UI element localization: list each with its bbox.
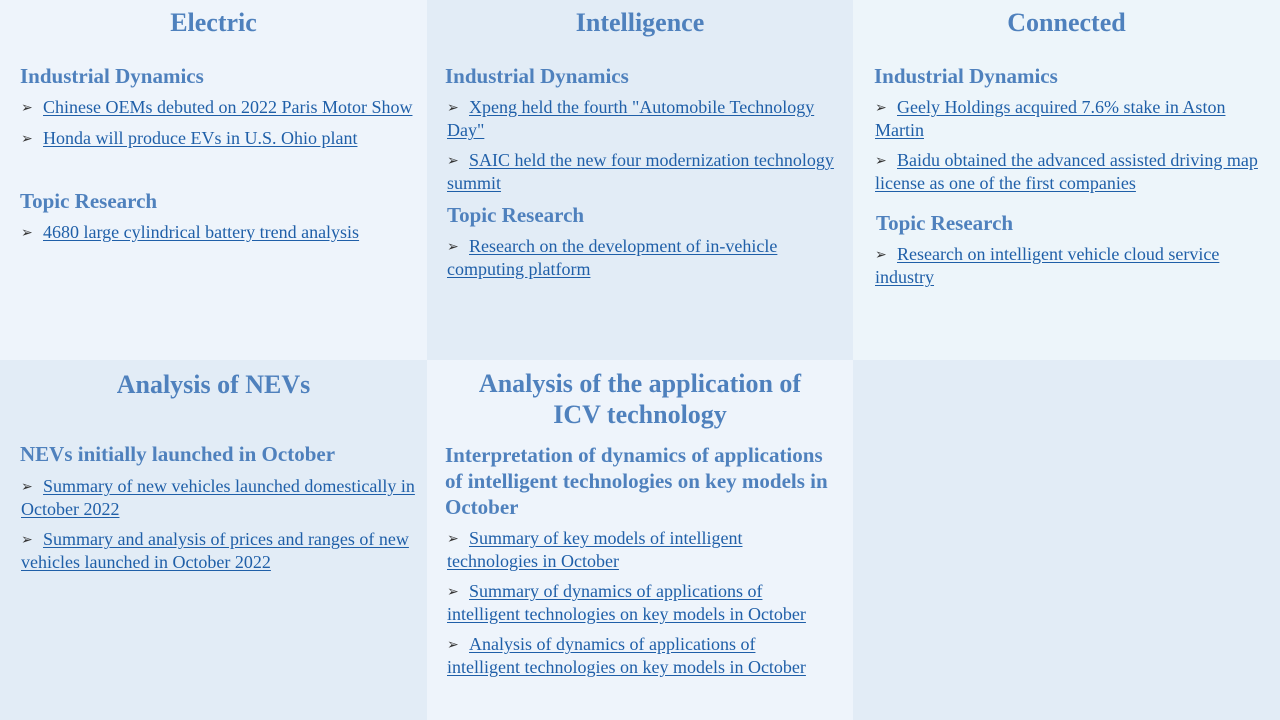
list-item (21, 475, 416, 520)
connected-industrial-dynamics-list (875, 96, 1265, 202)
intelligence-industrial-dynamics-heading: Industrial Dynamics (445, 64, 629, 88)
electric-title: Electric (170, 8, 257, 37)
article-link[interactable]: Research on intelligent vehicle cloud service industry (875, 244, 1220, 287)
arrow-bullet-icon: ➢ (875, 153, 887, 169)
arrow-bullet-icon: ➢ (447, 584, 459, 600)
article-link[interactable]: Summary and analysis of prices and ranges of new vehicles launched in October 2022 (21, 529, 409, 572)
list-item (21, 528, 416, 573)
arrow-bullet-icon: ➢ (447, 531, 459, 547)
electric-industrial-dynamics-list (21, 96, 416, 158)
arrow-bullet-icon: ➢ (21, 100, 33, 116)
empty-panel (853, 360, 1280, 720)
intelligence-title: Intelligence (575, 8, 705, 37)
list-item (447, 149, 837, 194)
article-link[interactable]: Chinese OEMs debuted on 2022 Paris Motor Show (43, 97, 413, 117)
intelligence-topic-research-heading: Topic Research (447, 203, 585, 227)
electric-panel (0, 0, 427, 360)
list-item (447, 527, 827, 572)
article-link[interactable]: Analysis of dynamics of applications of intelligent technologies on key models in October (447, 634, 806, 677)
electric-topic-research-heading: Topic Research (20, 189, 158, 213)
electric-industrial-dynamics-heading: Industrial Dynamics (20, 64, 204, 88)
icv-interpretation-list (447, 527, 827, 686)
arrow-bullet-icon: ➢ (875, 247, 887, 263)
article-link[interactable]: Geely Holdings acquired 7.6% stake in Aston Martin (875, 97, 1226, 140)
connected-topic-research-heading: Topic Research (876, 211, 1014, 235)
article-link[interactable]: Summary of key models of intelligent technologies in October (447, 528, 743, 571)
article-link[interactable]: Research on the development of in-vehicle computing platform (447, 236, 778, 279)
article-link[interactable]: Summary of new vehicles launched domestically in October 2022 (21, 476, 415, 519)
article-link[interactable]: SAIC held the new four modernization technology summit (447, 150, 834, 193)
list-item (447, 96, 837, 141)
arrow-bullet-icon: ➢ (447, 100, 459, 116)
list-item (21, 96, 416, 119)
connected-panel (853, 0, 1280, 360)
icv-title: Analysis of the application of ICV technology (478, 369, 802, 429)
arrow-bullet-icon: ➢ (447, 637, 459, 653)
nevs-panel (0, 360, 427, 720)
article-link[interactable]: Summary of dynamics of applications of intelligent technologies on key models in October (447, 581, 806, 624)
list-item (875, 149, 1265, 194)
list-item (875, 243, 1265, 288)
connected-industrial-dynamics-heading: Industrial Dynamics (874, 64, 1058, 88)
list-item (21, 127, 416, 150)
article-link[interactable]: Honda will produce EVs in U.S. Ohio plant (43, 128, 358, 148)
arrow-bullet-icon: ➢ (21, 131, 33, 147)
list-item (21, 221, 416, 244)
article-link[interactable]: Xpeng held the fourth "Automobile Technology Day" (447, 97, 815, 140)
list-item (447, 235, 837, 280)
nevs-title: Analysis of NEVs (116, 370, 311, 399)
intelligence-panel (427, 0, 853, 360)
connected-title: Connected (1007, 8, 1126, 37)
icv-interpretation-heading: Interpretation of dynamics of applications of intelligent technologies on key models in October (445, 443, 828, 519)
article-link[interactable]: 4680 large cylindrical battery trend analysis (43, 222, 360, 242)
arrow-bullet-icon: ➢ (21, 479, 33, 495)
intelligence-topic-research-list (447, 235, 837, 288)
list-item (875, 96, 1265, 141)
arrow-bullet-icon: ➢ (875, 100, 887, 116)
list-item (447, 633, 827, 678)
arrow-bullet-icon: ➢ (447, 239, 459, 255)
icv-panel (427, 360, 853, 720)
intelligence-industrial-dynamics-list (447, 96, 837, 202)
electric-topic-research-list (21, 221, 416, 252)
connected-topic-research-list (875, 243, 1265, 296)
arrow-bullet-icon: ➢ (21, 532, 33, 548)
arrow-bullet-icon: ➢ (21, 225, 33, 241)
list-item (447, 580, 827, 625)
nevs-launched-list (21, 475, 416, 581)
article-link[interactable]: Baidu obtained the advanced assisted driving map license as one of the first companies (875, 150, 1258, 193)
nevs-launched-heading: NEVs initially launched in October (20, 442, 336, 466)
arrow-bullet-icon: ➢ (447, 153, 459, 169)
